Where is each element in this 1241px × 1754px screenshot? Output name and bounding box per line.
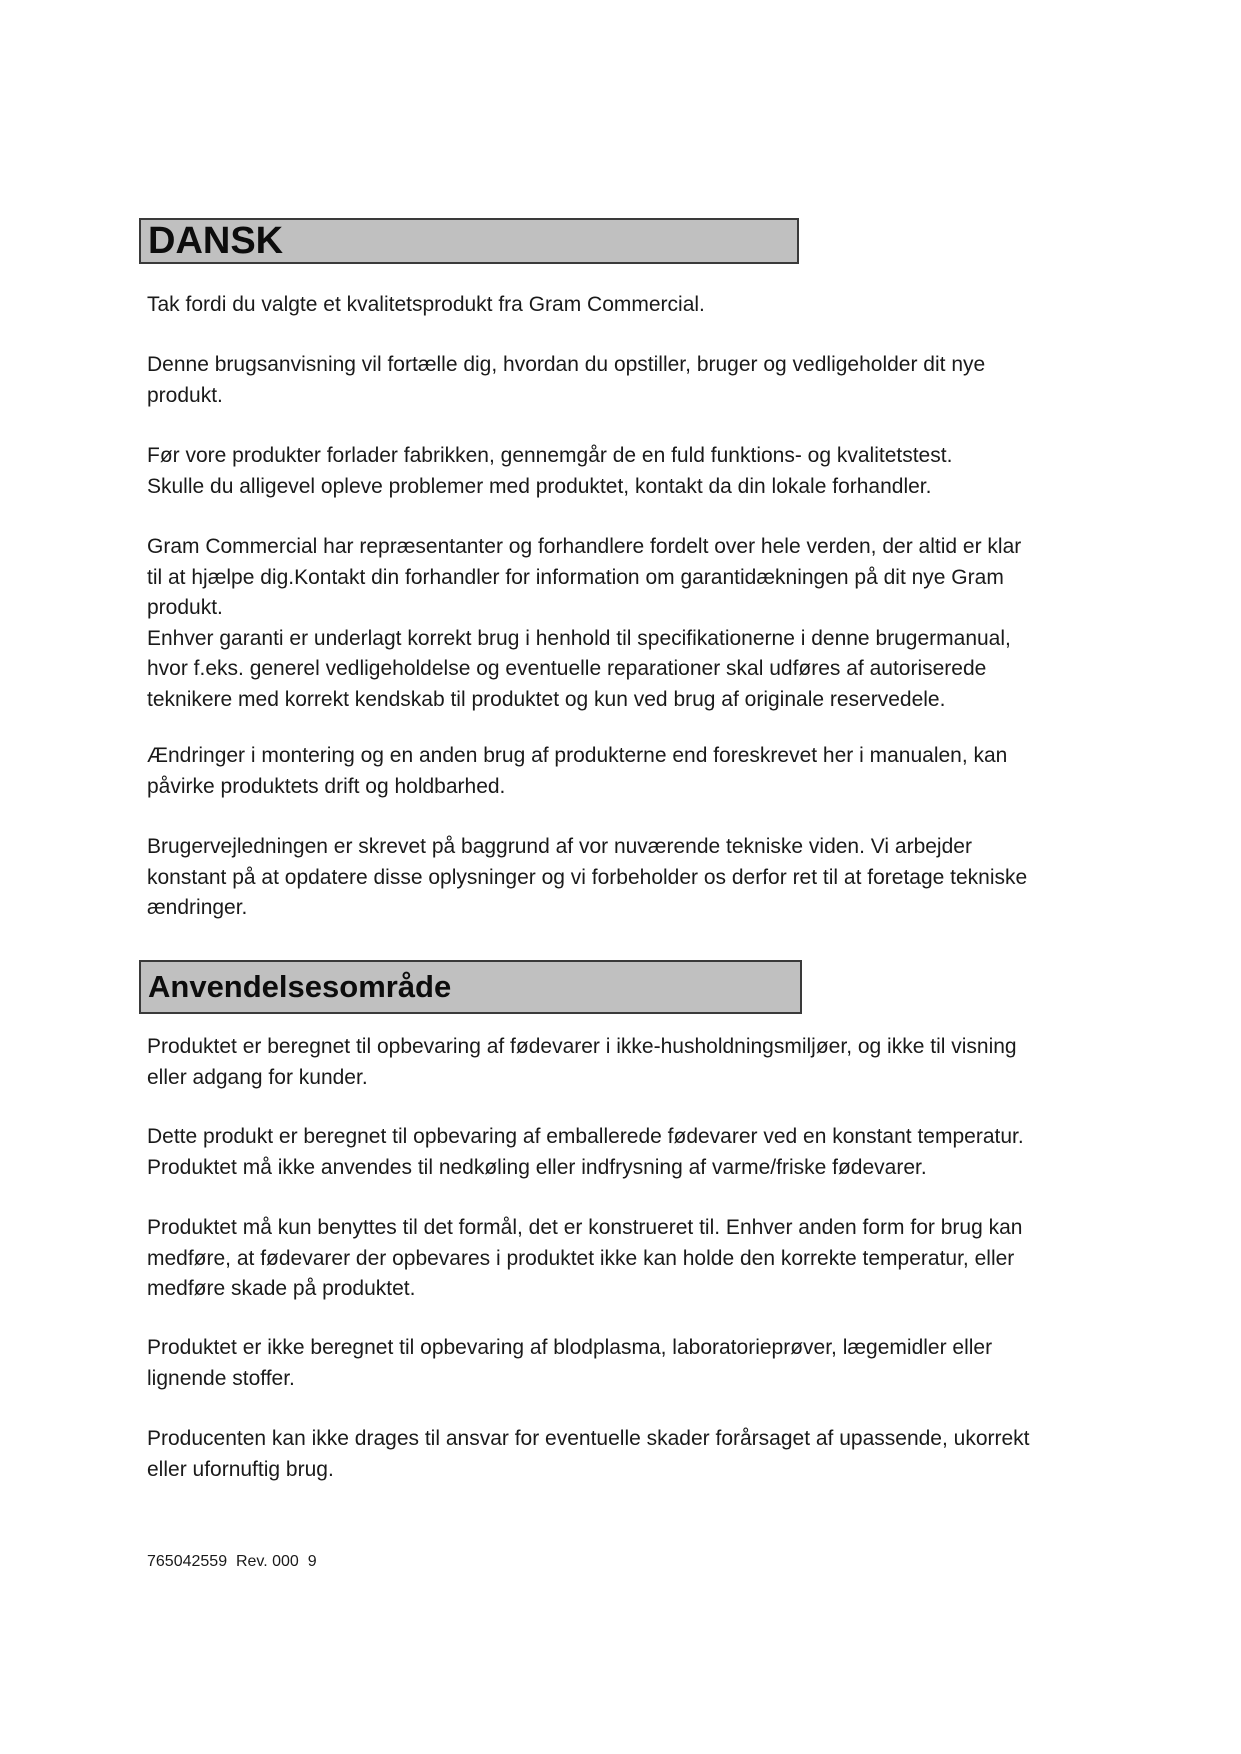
- text-line: Skulle du alligevel opleve problemer med produktet, kontakt da din lokale forhandler.: [147, 474, 932, 498]
- paragraph-warranty: [147, 532, 1147, 715]
- text-line: medføre skade på produktet.: [147, 1277, 416, 1300]
- text-line: medføre, at fødevarer der opbevares i produktet ikke kan holde den korrekte temperatur, eller: [147, 1246, 1015, 1270]
- section-heading-dansk: [139, 218, 799, 264]
- text-line: produkt.: [147, 596, 223, 619]
- paragraph-manual-purpose: [147, 350, 1147, 411]
- paragraph-technical-changes: [147, 832, 1147, 924]
- section-heading-anvendelsesomraade: [139, 960, 802, 1014]
- text-line: produkt.: [147, 383, 223, 407]
- text-line: Producenten kan ikke drages til ansvar for eventuelle skader forårsaget af upassende, ukorrekt: [147, 1427, 1030, 1450]
- text-line: Enhver garanti er underlagt korrekt brug i henhold til specifikationerne i denne brugermanual,: [147, 626, 1011, 650]
- text-line: eller adgang for kunder.: [147, 1065, 368, 1089]
- paragraph-not-for-plasma: [147, 1333, 1147, 1394]
- text-line: Gram Commercial har repræsentanter og forhandlere fordelt over hele verden, der altid er klar: [147, 535, 1022, 558]
- text-line: eller ufornuftig brug.: [147, 1457, 334, 1481]
- paragraph-intended-use: [147, 1032, 1147, 1093]
- text-line: Produktet er ikke beregnet til opbevaring af blodplasma, laboratorieprøver, lægemidler eller: [147, 1336, 993, 1359]
- paragraph-intended-purpose: [147, 1213, 1147, 1305]
- text-line: Ændringer i montering og en anden brug af produkterne end foreskrevet her i manualen, kan: [147, 744, 1008, 767]
- text-line: Brugervejledningen er skrevet på baggrund af vor nuværende tekniske viden. Vi arbejder: [147, 835, 972, 858]
- paragraph-intro: [147, 290, 1147, 321]
- paragraph-quality-test: [147, 441, 1147, 502]
- text-line: påvirke produktets drift og holdbarhed.: [147, 774, 506, 798]
- text-line: Produktet må kun benyttes til det formål, det er konstrueret til. Enhver anden form for brug kan: [147, 1216, 1023, 1239]
- text-line: ændringer.: [147, 896, 248, 919]
- text-line: hvor f.eks. generel vedligeholdelse og eventuelle reparationer skal udføres af autoriserede: [147, 657, 987, 680]
- text-line: teknikere med korrekt kendskab til produktet og kun ved brug af originale reservedele.: [147, 687, 946, 711]
- paragraph-packaged-food: [147, 1122, 1147, 1183]
- text-line: konstant på at opdatere disse oplysninger og vi forbeholder os derfor ret til at foretage tekniske: [147, 865, 1028, 889]
- text-line: Før vore produkter forlader fabrikken, gennemgår de en fuld funktions- og kvalitetstest.: [147, 444, 953, 467]
- text-line: lignende stoffer.: [147, 1366, 295, 1390]
- section-title: Anvendelsesområde: [148, 969, 452, 1004]
- text-line: Produktet er beregnet til opbevaring af fødevarer i ikke-husholdningsmiljøer, og ikke til visning: [147, 1035, 1017, 1058]
- text-line: til at hjælpe dig.Kontakt din forhandler for information om garantidækningen på dit nye Gram: [147, 565, 1004, 589]
- paragraph-modifications: [147, 741, 1147, 802]
- text-line: Denne brugsanvisning vil fortælle dig, hvordan du opstiller, bruger og vedligeholder dit nye: [147, 353, 986, 376]
- section-title: DANSK: [148, 219, 284, 262]
- text-line: Produktet må ikke anvendes til nedkøling eller indfrysning af varme/friske fødevarer.: [147, 1155, 927, 1179]
- paragraph-liability: [147, 1424, 1147, 1485]
- text-line: Tak fordi du valgte et kvalitetsprodukt fra Gram Commercial.: [147, 293, 705, 316]
- page-footer: 765042559 Rev. 000 9: [147, 1553, 317, 1570]
- text-line: Dette produkt er beregnet til opbevaring af emballerede fødevarer ved en konstant temperatur.: [147, 1125, 1024, 1148]
